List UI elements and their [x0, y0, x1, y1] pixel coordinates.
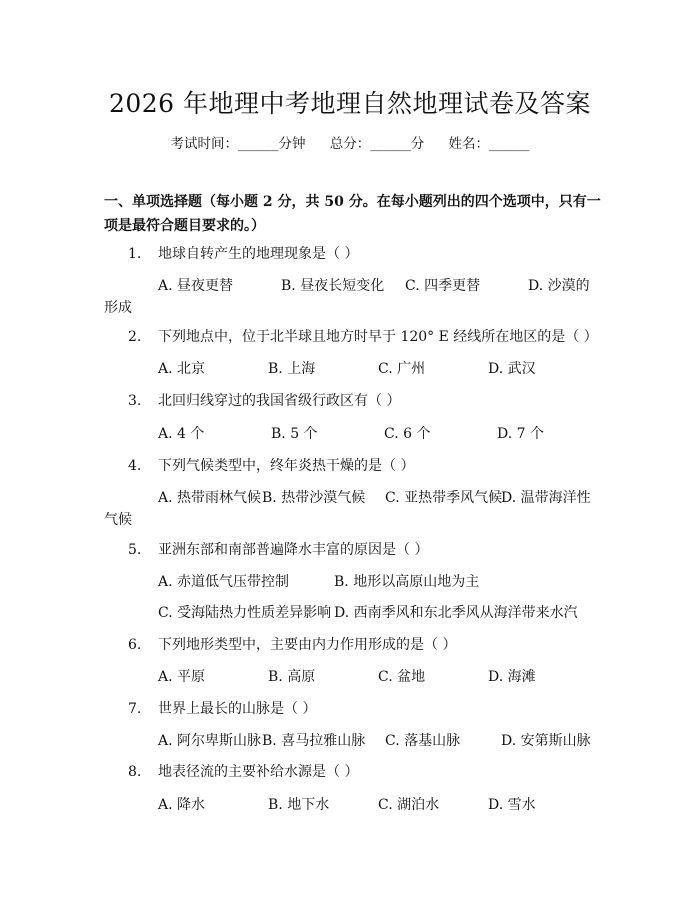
- option-a: A. 热带雨林气候: [158, 490, 262, 506]
- option-b: B. 喜马拉雅山脉: [262, 733, 366, 749]
- option-d: D. 安第斯山脉: [501, 733, 591, 749]
- question-number: 6.: [128, 637, 142, 653]
- question-text: 下列地点中，位于北半球且地方时早于 120° E 经线所在地区的是（ ）: [158, 329, 598, 345]
- option-c: C. 亚热带季风气候: [385, 490, 503, 506]
- option-b: B. 5 个: [271, 426, 318, 442]
- option-d: D. 西南季风和东北季风从海洋带来水汽: [334, 605, 578, 621]
- option-a: A. 降水: [158, 797, 206, 813]
- option-d: D. 7 个: [497, 426, 544, 442]
- question-number: 4.: [128, 458, 142, 474]
- question-text: 世界上最长的山脉是（ ）: [158, 701, 317, 717]
- question-number: 1.: [128, 246, 142, 262]
- option-d: D. 沙漠的: [528, 278, 590, 294]
- option-d: D. 雪水: [488, 797, 536, 813]
- option-b: B. 地形以高原山地为主: [334, 574, 480, 590]
- option-c: C. 6 个: [384, 426, 431, 442]
- section-heading: 一、单项选择题（每小题 2 分，共 50 分。在每小题列出的四个选项中，只有一项是最符合题目要求的。）: [104, 194, 601, 234]
- option-a: A. 4 个: [158, 426, 205, 442]
- question-number: 3.: [128, 393, 142, 409]
- option-wrap: 气候: [104, 512, 132, 528]
- question-text: 下列地形类型中，主要由内力作用形成的是（ ）: [158, 637, 457, 653]
- option-wrap: 形成: [104, 300, 132, 316]
- name-field: 姓名：______: [448, 136, 530, 152]
- option-c: C. 盆地: [378, 669, 426, 685]
- question-text: 亚洲东部和南部普遍降水丰富的原因是（ ）: [158, 542, 429, 558]
- time-field: 考试时间：______分钟: [170, 136, 306, 152]
- option-b: B. 上海: [268, 361, 316, 377]
- exam-meta: [0, 132, 700, 152]
- option-c: C. 落基山脉: [385, 733, 461, 749]
- option-d: D. 海滩: [488, 669, 536, 685]
- question-text: 地球自转产生的地理现象是（ ）: [158, 246, 359, 262]
- score-field: 总分：______分: [329, 136, 425, 152]
- option-a: A. 阿尔卑斯山脉: [158, 733, 262, 749]
- page-title: 2026 年地理中考地理自然地理试卷及答案: [108, 89, 592, 118]
- question-number: 7.: [128, 701, 142, 717]
- option-c: C. 受海陆热力性质差异影响: [158, 605, 332, 621]
- option-c: C. 湖泊水: [378, 797, 440, 813]
- option-a: A. 赤道低气压带控制: [158, 574, 290, 590]
- option-a: A. 平原: [158, 669, 206, 685]
- option-d: D. 温带海洋性: [501, 490, 591, 506]
- option-c: C. 四季更替: [405, 278, 481, 294]
- question-number: 2.: [128, 329, 142, 345]
- option-b: B. 昼夜长短变化: [281, 278, 385, 294]
- option-b: B. 地下水: [268, 797, 330, 813]
- option-a: A. 北京: [158, 361, 206, 377]
- question-number: 5.: [128, 542, 142, 558]
- option-b: B. 热带沙漠气候: [262, 490, 366, 506]
- option-c: C. 广州: [378, 361, 426, 377]
- question-number: 8.: [128, 764, 142, 780]
- question-text: 下列气候类型中，终年炎热干燥的是（ ）: [158, 458, 415, 474]
- question-text: 北回归线穿过的我国省级行政区有（ ）: [158, 393, 401, 409]
- option-a: A. 昼夜更替: [158, 278, 234, 294]
- question-text: 地表径流的主要补给水源是（ ）: [158, 764, 359, 780]
- option-d: D. 武汉: [488, 361, 536, 377]
- option-b: B. 高原: [268, 669, 316, 685]
